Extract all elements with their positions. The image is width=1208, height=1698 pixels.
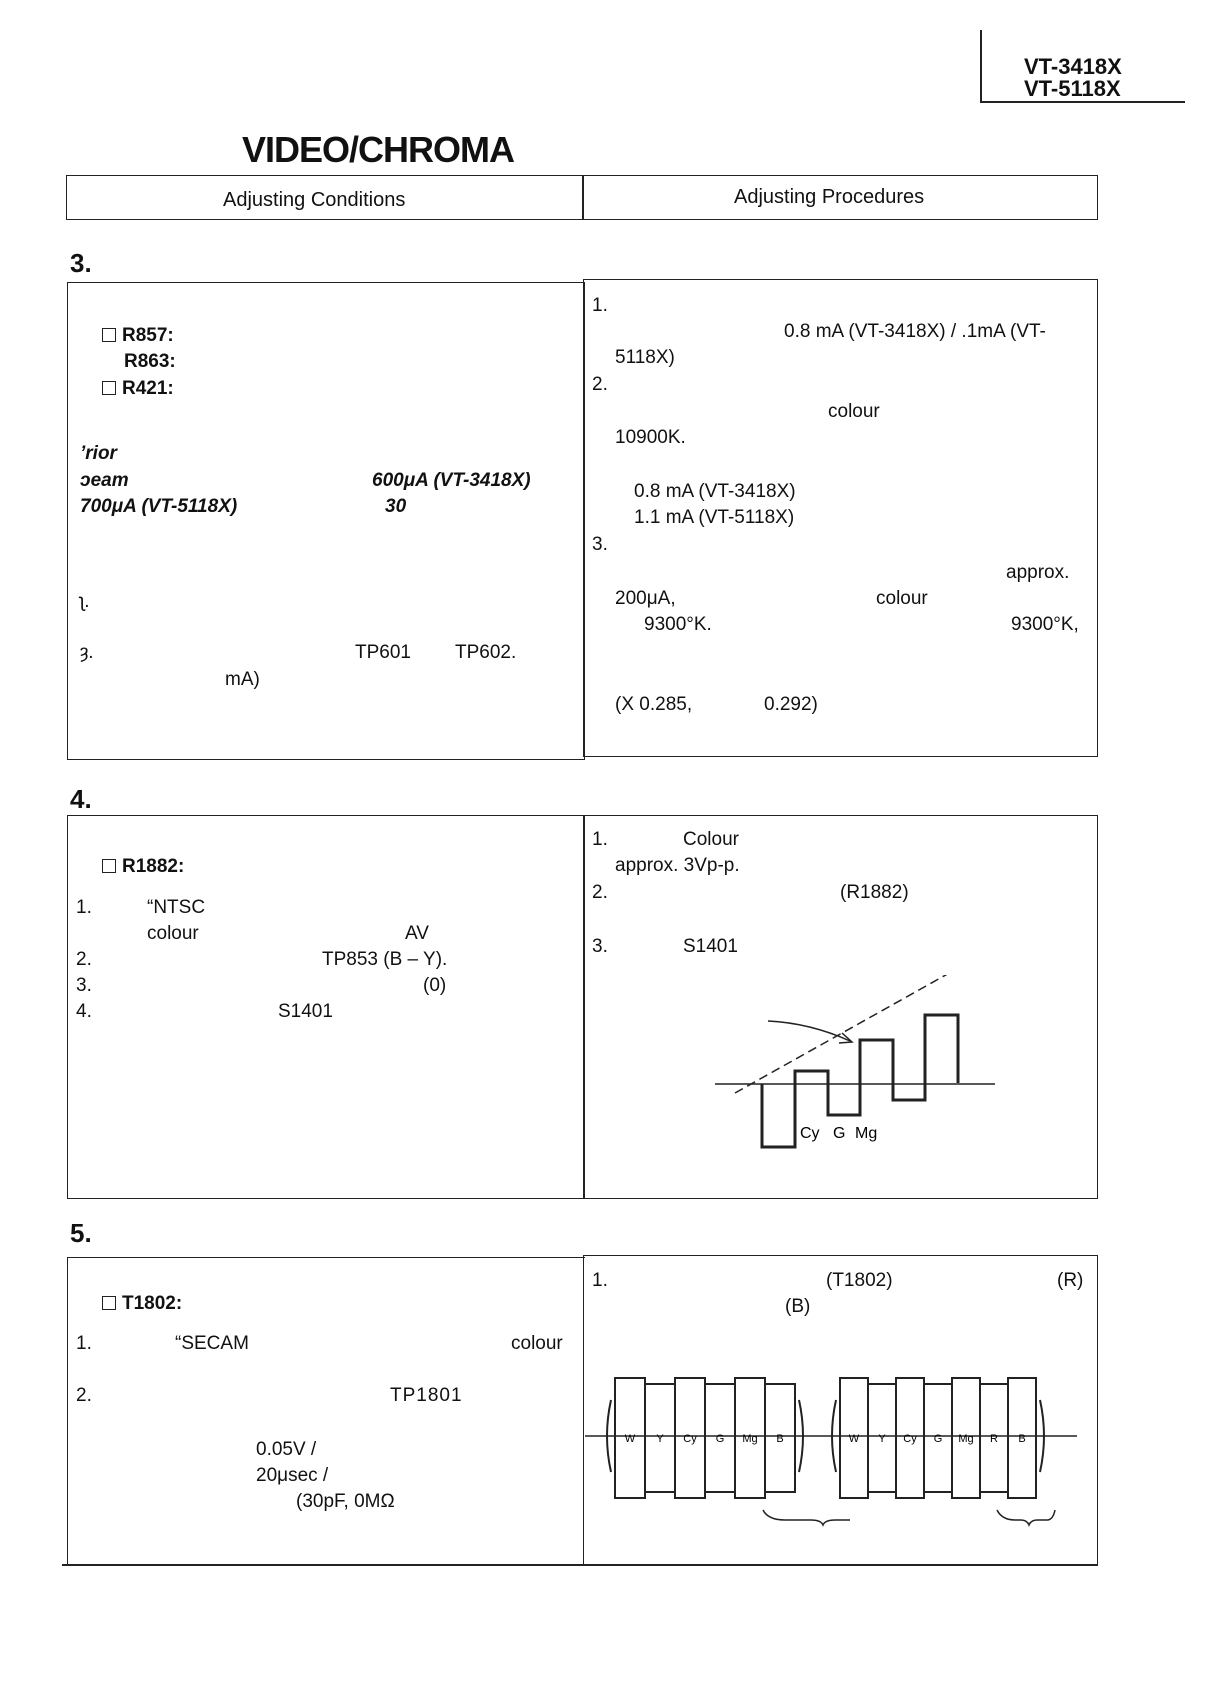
tp602-label: TP602. bbox=[455, 642, 517, 663]
r857-text: R857: bbox=[122, 325, 174, 346]
proc5-b: (B) bbox=[785, 1296, 811, 1317]
secam-waveform-diagram bbox=[585, 1360, 1085, 1535]
proc5-t1802: (T1802) bbox=[826, 1270, 893, 1291]
secam-label-left-1: Y bbox=[656, 1433, 664, 1445]
secam-brace-left bbox=[763, 1510, 850, 1525]
secam-label-right-5: R bbox=[990, 1433, 998, 1445]
cond5-step2: 2. bbox=[76, 1385, 92, 1406]
proc3-coord-x: (X 0.285, bbox=[615, 694, 693, 715]
cond5-secam: “SECAM bbox=[175, 1333, 249, 1354]
cond4-s1401: S1401 bbox=[278, 1001, 333, 1022]
r421-label bbox=[102, 379, 174, 398]
cond5-volt: 0.05V / bbox=[256, 1439, 317, 1460]
secam-label-right-3: G bbox=[933, 1433, 943, 1445]
tp601-label: TP601 bbox=[355, 642, 411, 663]
waveform-arrow-head bbox=[839, 1033, 852, 1043]
proc3-ma-3418: 0.8 mA (VT-3418X) bbox=[634, 481, 796, 502]
secam-label-right-1: Y bbox=[878, 1433, 886, 1445]
secam-label-left-5: B bbox=[776, 1433, 784, 1445]
cond5-probe: (30pF, 0MΩ bbox=[296, 1491, 395, 1512]
secam-label-right-4: Mg bbox=[958, 1433, 974, 1445]
r421-checkbox-icon bbox=[102, 381, 116, 395]
r1882-text: R1882: bbox=[122, 856, 185, 877]
cond5-usec: 20μsec / bbox=[256, 1465, 329, 1486]
beam-current-3418: 600μA (VT-3418X) bbox=[372, 470, 531, 491]
page-title: VIDEO/CHROMA bbox=[242, 129, 515, 170]
section-5-bottom-rule bbox=[62, 1564, 1098, 1566]
proc4-colour: Colour bbox=[683, 829, 739, 850]
cond4-tp853: TP853 (B – Y). bbox=[322, 949, 448, 970]
r863-label: R863: bbox=[124, 351, 176, 372]
section-4-number: 4. bbox=[70, 784, 92, 814]
cond3-step3: ȝ. bbox=[80, 642, 94, 663]
cond5-step1: 1. bbox=[76, 1333, 92, 1354]
secam-label-right-2: Cy bbox=[903, 1433, 917, 1445]
r421-text: R421: bbox=[122, 378, 174, 399]
ma-unit: mA) bbox=[225, 669, 260, 690]
secam-brace-right bbox=[997, 1510, 1055, 1525]
secam-label-right-6: B bbox=[1018, 1433, 1026, 1445]
secam-label-left-2: Cy bbox=[683, 1433, 697, 1445]
cond3-step2: ʅ. bbox=[80, 591, 90, 612]
secam-label-left-4: Mg bbox=[742, 1433, 758, 1445]
secam-label-left-3: G bbox=[715, 1433, 725, 1445]
cond4-colour: colour bbox=[147, 923, 199, 944]
proc4-step2: 2. bbox=[592, 882, 608, 903]
cond5-colour: colour bbox=[511, 1333, 563, 1354]
proc3-200ua: 200μA, bbox=[615, 588, 676, 609]
proc3-ma-5118: 1.1 mA (VT-5118X) bbox=[634, 507, 795, 528]
table-header-divider bbox=[582, 175, 584, 220]
waveform-label-cy: Cy bbox=[800, 1125, 820, 1142]
proc4-r1882: (R1882) bbox=[840, 882, 909, 903]
proc4-step1: 1. bbox=[592, 829, 608, 850]
header-divider bbox=[980, 30, 982, 102]
section-5-number: 5. bbox=[70, 1218, 92, 1248]
proc5-r: (R) bbox=[1057, 1270, 1084, 1291]
proc3-approx: approx. bbox=[1006, 562, 1070, 583]
t1802-checkbox-icon bbox=[102, 1296, 116, 1310]
header-underline bbox=[980, 101, 1185, 103]
proc3-colour: colour bbox=[828, 401, 880, 422]
cond4-zero: (0) bbox=[423, 975, 447, 996]
column-header-conditions: Adjusting Conditions bbox=[223, 189, 406, 211]
proc5-step1: 1. bbox=[592, 1270, 608, 1291]
beam-text: ɔeam bbox=[80, 470, 129, 491]
secam-bars-left bbox=[607, 1378, 803, 1498]
model-number-1: VT-3418X bbox=[1024, 54, 1122, 79]
staircase-waveform-diagram bbox=[700, 975, 1000, 1160]
waveform-pointer-arrow bbox=[768, 1021, 850, 1041]
r857-checkbox-icon bbox=[102, 328, 116, 342]
waveform-label-g: G bbox=[833, 1125, 846, 1142]
t1802-text: T1802: bbox=[122, 1293, 183, 1314]
cond5-tp1801: TP1801 bbox=[390, 1385, 463, 1406]
cond4-step1: 1. bbox=[76, 897, 92, 918]
secam-label-right-0: W bbox=[848, 1433, 860, 1445]
waveform-label-mg: Mg bbox=[855, 1125, 878, 1142]
thirty-value: 30 bbox=[385, 496, 407, 517]
cond4-step4: 4. bbox=[76, 1001, 92, 1022]
cond4-step2: 2. bbox=[76, 949, 92, 970]
prior-text: ʼrior bbox=[80, 443, 117, 464]
r1882-checkbox-icon bbox=[102, 859, 116, 873]
proc4-s1401: S1401 bbox=[683, 936, 738, 957]
proc3-colour2: colour bbox=[876, 588, 928, 609]
secam-bars-right bbox=[832, 1378, 1044, 1498]
proc3-temp1: 10900K. bbox=[615, 427, 686, 448]
proc3-temp3: 9300°K, bbox=[1011, 614, 1079, 635]
t1802-label bbox=[102, 1294, 182, 1313]
proc3-step3: 3. bbox=[592, 534, 608, 555]
proc3-step1: 1. bbox=[592, 295, 608, 316]
proc4-approx: approx. 3Vp-p. bbox=[615, 855, 740, 876]
cond4-av: AV bbox=[405, 923, 429, 944]
section-3-number: 3. bbox=[70, 248, 92, 278]
cond4-step3: 3. bbox=[76, 975, 92, 996]
proc3-current-cont: 5118X) bbox=[615, 347, 675, 368]
proc3-temp2: 9300°K. bbox=[644, 614, 712, 635]
proc3-current: 0.8 mA (VT-3418X) / .1mA (VT- bbox=[784, 321, 1046, 342]
column-header-procedures: Adjusting Procedures bbox=[734, 186, 925, 208]
proc3-step2: 2. bbox=[592, 374, 608, 395]
cond4-ntsc: “NTSC bbox=[147, 897, 206, 918]
secam-label-left-0: W bbox=[624, 1433, 636, 1445]
model-number-2: VT-5118X bbox=[1024, 76, 1121, 101]
beam-current-5118: 700μA (VT-5118X) bbox=[80, 496, 238, 517]
proc4-step3: 3. bbox=[592, 936, 608, 957]
r1882-label bbox=[102, 857, 184, 876]
r857-label bbox=[102, 326, 174, 345]
proc3-coord-y: 0.292) bbox=[764, 694, 818, 715]
